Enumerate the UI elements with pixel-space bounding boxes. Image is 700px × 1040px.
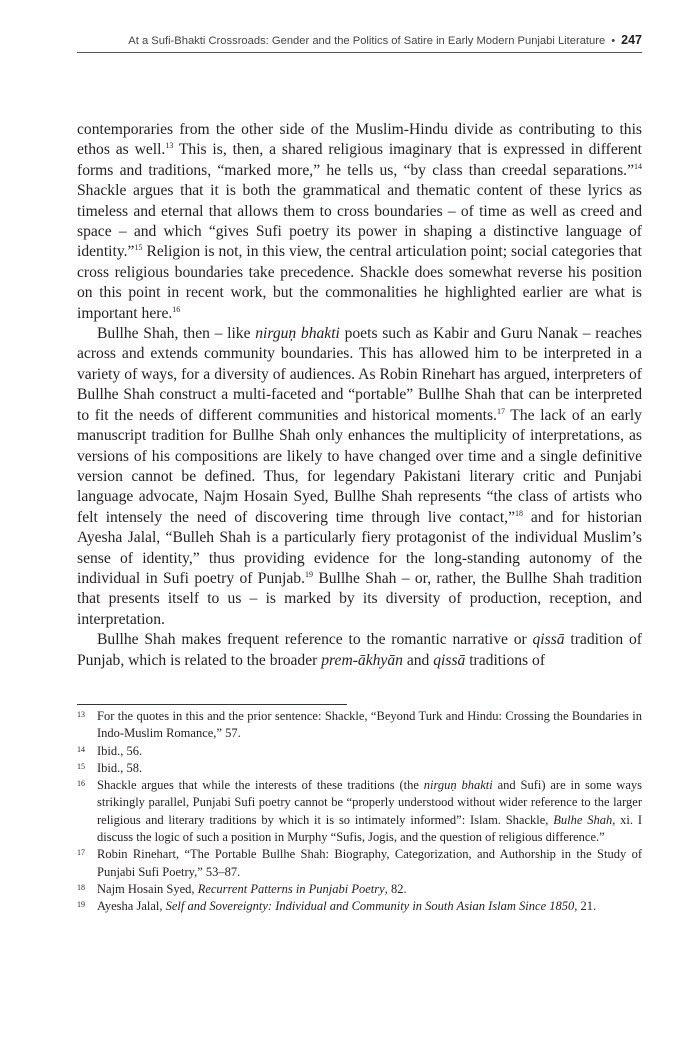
footnote-number: 19: [77, 900, 85, 910]
footnote-number: 15: [77, 761, 85, 771]
header-separator: •: [611, 35, 616, 47]
footnote-15: 15 Ibid., 58.: [77, 760, 143, 775]
footnote-number: 16: [77, 779, 85, 789]
paragraph-2: Bullhe Shah, then – like nirguṇ bhakti poets such as Kabir and Guru Nanak – reaches across and extends community boundaries. This has allowed him to be interpreted in a variety of ways, for a diversity of audiences. As Robin Rinehart has argued, interpreters of Bullhe Shah construct a multi-faceted and “portable” Bullhe Shah that can be interpreted to fit the needs of different communities and historical moments.$^{17}$ The lack of an early manuscript tradition for Bullhe Shah only enhances the multiplicity of interpretations, as versions of his compositions are likely to have changed over time and a single definitive version cannot be defined. Thus, for legendary Pakistani literary critic and Punjabi language advocate, Najm Hosain Syed, Bullhe Shah represents “the class of artists who felt intensely the need of discovering time through live contact,”$^{18}$ and for historian Ayesha Jalal, “Bulleh Shah is a particularly fiery protagonist of the individual Muslim’s sense of identity,” thus providing evidence for the long-standing autonomy of the individual in Sufi poetry of Punjab.$^{19}$ Bullhe Shah – or, rather, the Bullhe Shah tradition that presents itself to us – is marked by its diversity of production, reception, and interpretation.: [77, 325, 642, 628]
footnote-number: 17: [77, 848, 85, 858]
running-title: At a Sufi-Bhakti Crossroads: Gender and the Politics of Satire in Early Modern Punjabi Literature: [128, 35, 606, 47]
footnote-number: 18: [77, 882, 85, 892]
footnote-number: 14: [77, 744, 85, 754]
page-number: 247: [621, 33, 642, 47]
footnote-14: 14 Ibid., 56.: [77, 743, 143, 758]
paragraph-3: Bullhe Shah makes frequent reference to the romantic narrative or qissā tradition of Punjab, which is related to the broader prem-ākhyān and qissā traditions of: [77, 631, 642, 669]
body-text: [77, 120, 642, 671]
footnote-number: 13: [77, 710, 85, 719]
footnote-ref-13[interactable]: 13: [165, 141, 174, 151]
footnote-ref-15[interactable]: 15: [134, 243, 143, 253]
footnote-19: 19 Ayesha Jalal, Self and Sovereignty: Individual and Community in South Asian Islam Since 1850, 21.: [77, 899, 597, 914]
footnote-rule: [77, 704, 347, 705]
footnote-ref-19[interactable]: 19: [305, 569, 313, 579]
footnotes: [77, 708, 642, 916]
header-rule: [77, 52, 642, 53]
footnote-ref-18[interactable]: 18: [514, 508, 523, 518]
footnote-13: 13 For the quotes in this and the prior sentence: Shackle, “Beyond Turk and Hindu: Crossing the Boundaries in Indo-Muslim Romance,” 57.: [77, 709, 642, 741]
footnote-16: 16 Shackle argues that while the interests of these traditions (the nirguṇ bhakti and Sufi) are in some ways strikingly parallel, Punjabi Sufi poetry cannot be “properly understood without wider reference to the larger religious and literary traditions by which it is so intimately informed”: Islam. Shackle, Bulhe Shah, xi. I discuss the logic of such a position in Murphy “Sufis, Jogis, and the question of religious difference.”: [77, 778, 642, 845]
footnote-18: 18 Najm Hosain Syed, Recurrent Patterns in Punjabi Poetry, 82.: [77, 881, 407, 896]
footnote-ref-16[interactable]: 16: [172, 304, 181, 314]
footnote-17: 17 Robin Rinehart, “The Portable Bullhe Shah: Biography, Categorization, and Authorship in the Study of Punjabi Sufi Poetry,” 53–87.: [77, 847, 642, 879]
running-header: [77, 33, 642, 47]
paragraph-1: contemporaries from the other side of the Muslim-Hindu divide as contributing to this ethos as well.$^{13}$ This is, then, a shared religious imaginary that is expressed in different forms and traditions, “marked more,” he tells us, “by class than creedal separations.”$^{14}$ Shackle argues that it is both the grammatical and thematic content of these lyrics as timeless and eternal that allows them to cross boundaries – of time as well as creed and space – and which “gives Sufi poetry its power in shaping a distinctive language of identity.”$^{15}$ Religion is not, in this view, the central articulation point; social categories that cross religious boundaries take precedence. Shackle does somewhat reverse his position on this point in recent work, but the commonalities he highlighted earlier are what is important here.$^{16}$: [77, 121, 642, 322]
footnote-ref-14[interactable]: 14: [634, 161, 642, 171]
footnote-ref-17[interactable]: 17: [496, 406, 505, 416]
